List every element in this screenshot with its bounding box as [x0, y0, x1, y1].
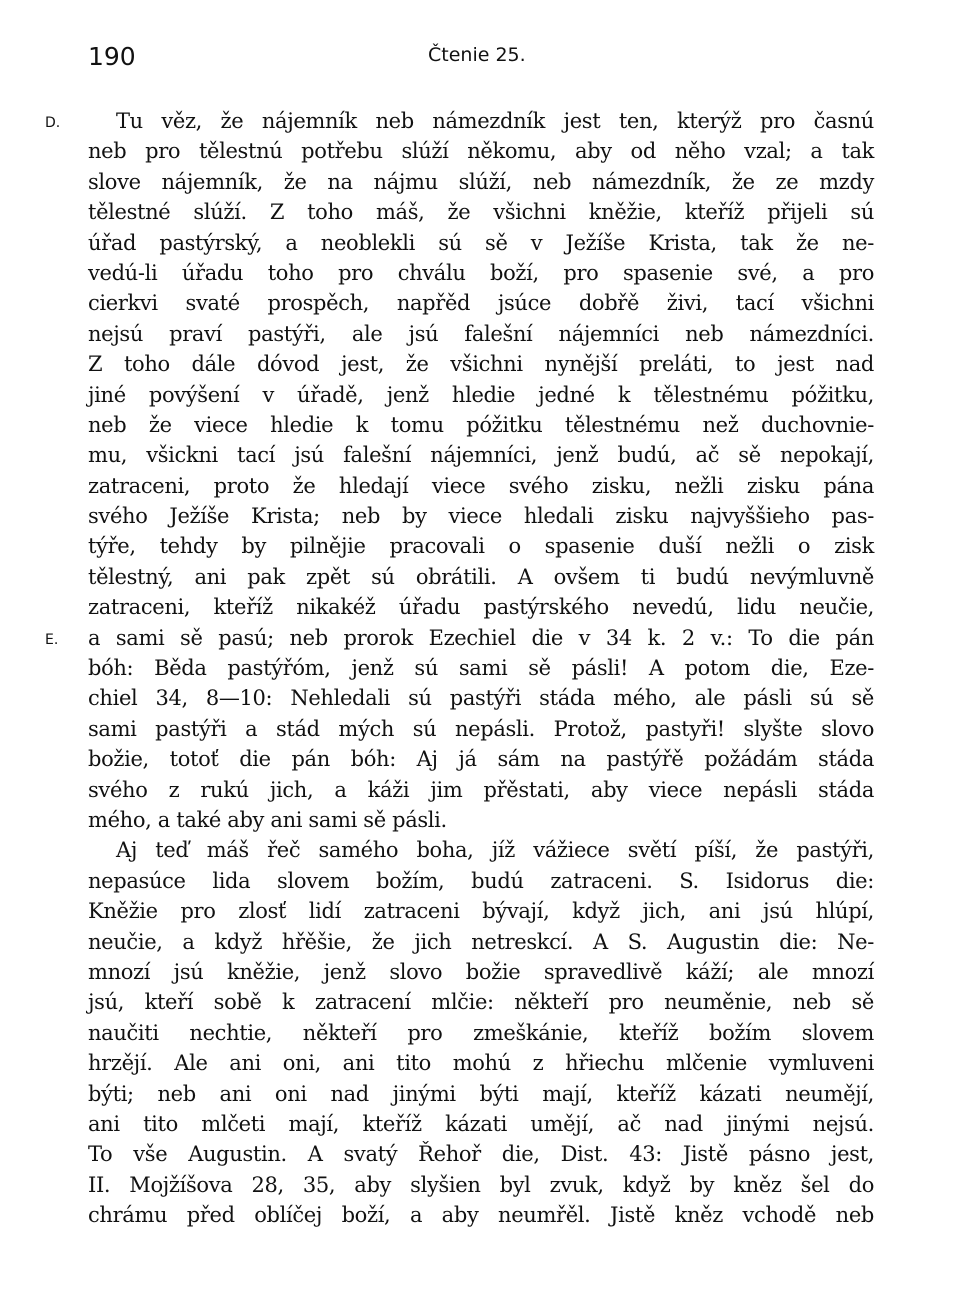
text-line	[0, 258, 960, 288]
text-line-content: tělestný, ani pak zpět sú obrátili. A ovšem ti budú nevýmluvně	[88, 564, 874, 589]
text-line	[0, 136, 960, 166]
body-text	[0, 106, 960, 1230]
text-line	[0, 592, 960, 622]
text-line	[0, 1048, 960, 1078]
text-line-content: Aj teď máš řeč samého boha, jíž vážiece světí píší, že pastýři,	[116, 838, 874, 863]
text-line	[0, 471, 960, 501]
text-line-content: neučie, a když hřěšie, že jich netreskcí. A S. Augustin die: Ne-	[88, 929, 874, 954]
text-line-content: zatraceni, proto že hledají viece svého zisku, nežli zisku pána	[88, 473, 874, 498]
text-line	[0, 380, 960, 410]
text-line	[0, 1200, 960, 1230]
text-line	[0, 501, 960, 531]
text-line-content: mu, všickni tací jsú falešní nájemníci, jenž budú, ač sě nepokají,	[88, 443, 874, 468]
text-line	[0, 1109, 960, 1139]
text-line	[0, 805, 960, 835]
margin-mark-e: E.	[45, 631, 59, 648]
text-line-content: ani tito mlčeti mají, kteříž kázati umějí, ač nad jinými nejsú.	[88, 1111, 874, 1136]
text-line	[0, 562, 960, 592]
text-line	[0, 1079, 960, 1109]
text-line-content: a sami sě pasú; neb prorok Ezechiel die v 34 k. 2 v.: To die pán	[88, 625, 874, 650]
text-line	[0, 167, 960, 197]
text-line-content: božie, totoť die pán bóh: Aj já sám na pastýřě požádám stáda	[88, 747, 874, 772]
text-line-content: sami pastýři a stád mých sú nepásli. Protož, pastyři! slyšte slovo	[88, 716, 874, 741]
text-line-content: neb že viece hledie k tomu póžitku tělestnému než duchovnie-	[88, 412, 874, 437]
text-line	[0, 1018, 960, 1048]
text-line-content: cierkvi svaté prospěch, napřěd jsúce dobřě živi, tací všichni	[88, 291, 874, 316]
text-line-content: slove nájemník, že na nájmu slúží, neb námezdník, že ze mzdy	[88, 169, 874, 194]
text-line-content: týře, tehdy by pilnějie pracovali o spasenie duší nežli o zisk	[88, 534, 874, 559]
text-line-content: jiné povýšení v úřadě, jenž hledie jedné k tělestnému póžitku,	[88, 382, 874, 407]
text-line-content: Tu věz, že nájemník neb námezdník jest ten, kterýž pro časnú	[116, 109, 874, 133]
text-line	[0, 531, 960, 561]
text-line-content: chrámu před oblíčej boží, a aby neumřěl. Jistě kněz vchodě neb	[88, 1203, 874, 1228]
text-line	[0, 349, 960, 379]
text-line-content: tělestné slúží. Z toho máš, že všichni kněžie, kteříž přijeli sú	[88, 200, 874, 225]
text-line	[0, 866, 960, 896]
text-line-content: Kněžie pro zlosť lidí zatraceni bývají, když jich, ani jsú hlúpí,	[88, 899, 874, 924]
text-line-content: chiel 34, 8—10: Nehledali sú pastýři stáda mého, ale pásli sú sě	[88, 686, 874, 711]
text-line-content: svého z rukú jich, a káži jim přěstati, aby viece nepásli stáda	[88, 777, 874, 802]
text-line	[0, 288, 960, 318]
text-line-content: mnozí jsú kněžie, jenž slovo božie spravedlivě káží; ale mnozí	[88, 959, 874, 984]
page-header	[0, 42, 960, 78]
text-line-content: II. Mojžíšova 28, 35, aby slyšien byl zvuk, když by kněz šel do	[88, 1172, 874, 1197]
text-line-content: Z toho dále dóvod jest, že všichni nynější preláti, to jest nad	[88, 352, 874, 377]
text-line	[0, 1139, 960, 1169]
text-line	[0, 835, 960, 865]
text-line-content: hrzějí. Ale ani oni, ani tito mohú z hřiechu mlčenie vymluveni	[88, 1051, 874, 1076]
text-line-content: zatraceni, kteříž nikakéž úřadu pastýrského nevedú, lidu neučie,	[88, 595, 874, 620]
text-line	[0, 927, 960, 957]
text-line	[0, 197, 960, 227]
text-line	[0, 106, 960, 136]
text-line	[0, 987, 960, 1017]
text-line	[0, 228, 960, 258]
text-line	[0, 440, 960, 470]
text-line	[0, 1170, 960, 1200]
running-head: Čtenie 25.	[428, 44, 526, 66]
text-line-content: neb pro tělestnú potřebu slúží někomu, aby od něho vzal; a tak	[88, 139, 874, 164]
text-line-content: býti; neb ani oni nad jinými býti mají, kteříž kázati neumějí,	[88, 1081, 874, 1106]
text-line	[0, 410, 960, 440]
text-line-content: mého, a také aby ani sami sě pásli.	[88, 807, 447, 832]
text-line-content: bóh: Běda pastýřóm, jenž sú sami sě pásli! A potom die, Eze-	[88, 656, 874, 681]
margin-mark-d: D.	[45, 115, 61, 131]
text-line-content: To vše Augustin. A svatý Řehoř die, Dist. 43: Jistě pásno jest,	[88, 1142, 874, 1167]
page-number: 190	[88, 42, 136, 71]
text-line	[0, 775, 960, 805]
text-line-content: vedú-li úřadu toho pro chválu boží, pro spasenie své, a pro	[88, 260, 874, 285]
text-line	[0, 653, 960, 683]
text-line	[0, 623, 960, 653]
text-line	[0, 896, 960, 926]
text-line	[0, 714, 960, 744]
text-line-content: nejsú praví pastýři, ale jsú falešní nájemníci neb námezdníci.	[88, 321, 874, 346]
text-line-content: naučiti nechtie, někteří pro zmeškánie, kteříž božím slovem	[88, 1020, 874, 1045]
text-line-content: jsú, kteří sobě k zatracení mlčie: někteří pro neuměnie, neb sě	[88, 990, 874, 1015]
text-line	[0, 319, 960, 349]
text-line	[0, 957, 960, 987]
text-line	[0, 683, 960, 713]
text-line	[0, 744, 960, 774]
text-line-content: nepasúce lida slovem božím, budú zatraceni. S. Isidorus die:	[88, 868, 874, 893]
text-line-content: svého Ježíše Krista; neb by viece hledali zisku najvyššieho pas-	[88, 504, 874, 529]
text-line-content: úřad pastýrský, a neoblekli sú sě v Ježíše Krista, tak že ne-	[88, 230, 874, 255]
